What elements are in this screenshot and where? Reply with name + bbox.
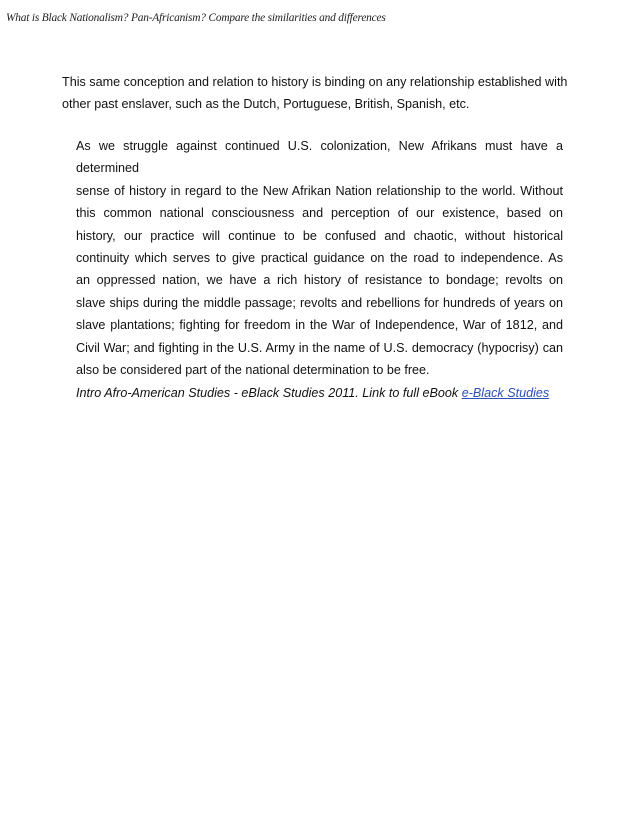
ebook-link[interactable]: e-Black Studies xyxy=(461,386,550,400)
citation-text: Intro Afro-American Studies - eBlack Studies 2011. Link to full eBook xyxy=(76,386,462,400)
paragraph-line: sense of history in regard to the New Afrikan Nation relationship to the world. Without xyxy=(76,183,563,198)
page-header-title: What is Black Nationalism? Pan-Africanism? Compare the similarities and differences xyxy=(6,12,386,24)
paragraph-line: this common national consciousness and perception of our existence, based on xyxy=(76,206,563,221)
paragraph-line: an oppressed nation, we have a rich history of resistance to bondage; revolts on xyxy=(76,273,563,288)
paragraph-line: This same conception and relation to history is binding on any relationship established with xyxy=(62,75,568,89)
paragraph-history-relation xyxy=(62,71,567,116)
paragraph-line: As we struggle against continued U.S. colonization, New Afrikans must have a determined xyxy=(76,139,563,176)
paragraph-line: other past enslaver, such as the Dutch, Portuguese, British, Spanish, etc. xyxy=(62,97,470,112)
paragraph-line: also be considered part of the national determination to be free. xyxy=(76,363,430,378)
paragraph-national-determination xyxy=(76,135,563,381)
paragraph-line: history, our practice will continue to be confused and chaotic, without historical xyxy=(76,228,563,243)
paragraph-line: Civil War; and fighting in the U.S. Army in the name of U.S. democracy (hypocrisy) can xyxy=(76,340,563,355)
paragraph-line: continuity which serves to give practical guidance on the road to independence. As xyxy=(76,251,563,266)
citation xyxy=(76,386,549,400)
paragraph-line: slave plantations; fighting for freedom in the War of Independence, War of 1812, and xyxy=(76,318,563,333)
paragraph-line: slave ships during the middle passage; revolts and rebellions for hundreds of years on xyxy=(76,295,563,310)
